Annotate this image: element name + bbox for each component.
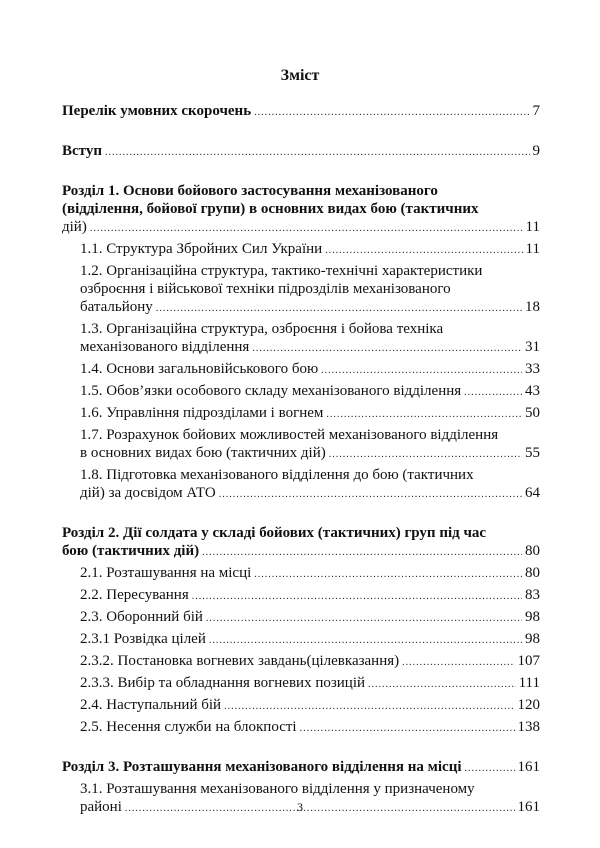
toc-entry-text: 1.7. Розрахунок бойових можливостей механізованого відділення — [80, 427, 499, 443]
dot-leader — [402, 654, 514, 672]
toc-entry-s1-2[interactable] — [62, 262, 540, 318]
toc-entry-text: 2.1. Розташування на місці — [80, 565, 252, 581]
toc-entry-text: 2.4. Наступальний бій — [80, 697, 222, 713]
page-number: 3 — [297, 800, 303, 814]
toc-page-number: 83 — [525, 587, 540, 603]
toc-page-number: 43 — [525, 383, 540, 399]
toc-entry-text: Розділ 3. Розташування механізованого відділення на місці — [62, 759, 462, 775]
toc-page-number: 80 — [525, 543, 540, 559]
toc-entry-text: 1.3. Організаційна структура, озброєння і бойова техніка — [80, 321, 444, 337]
toc-entry-text: 1.2. Організаційна структура, тактико-технічні характеристики — [80, 263, 483, 279]
toc-entry-s2-2[interactable] — [62, 586, 540, 606]
toc-page-number: 161 — [517, 799, 540, 815]
section-gap — [62, 164, 540, 182]
dot-leader — [202, 544, 522, 562]
toc-entry-s1-8[interactable] — [62, 466, 540, 504]
toc-page-number: 161 — [517, 759, 540, 775]
toc-page-number: 120 — [517, 697, 540, 713]
toc-entry-s2[interactable] — [62, 524, 540, 562]
toc-entry-intro[interactable] — [62, 142, 540, 162]
toc-entry-text: бою (тактичних дій) — [62, 543, 200, 559]
toc-entry-text: 2.3.2. Постановка вогневих завдань(цілевказання) — [80, 653, 400, 669]
toc-entry-s1-4[interactable] — [62, 360, 540, 380]
toc-entry-text: (відділення, бойової групи) в основних видах бою (тактичних — [62, 201, 479, 217]
dot-leader — [326, 406, 522, 424]
toc-page-number: 7 — [532, 103, 540, 119]
toc-entry-text: 2.3.3. Вибір та обладнання вогневих позицій — [80, 675, 366, 691]
dot-leader — [252, 340, 522, 358]
toc-page-number: 11 — [525, 219, 540, 235]
toc-page-number: 107 — [517, 653, 540, 669]
toc-entry-text: механізованого відділення — [80, 339, 250, 355]
dot-leader — [300, 720, 515, 738]
toc-entry-text: Розділ 1. Основи бойового застосування механізованого — [62, 183, 438, 199]
toc-page-number: 138 — [517, 719, 540, 735]
toc-entry-s2-4[interactable] — [62, 696, 540, 716]
toc-entry-s2-3-3[interactable] — [62, 674, 540, 694]
toc-entry-text: 2.3.1 Розвідка цілей — [80, 631, 206, 647]
toc-entry-s1[interactable] — [62, 182, 540, 238]
toc-page-number: 9 — [532, 143, 540, 159]
toc-entry-s3[interactable] — [62, 758, 540, 778]
toc-page-number: 33 — [525, 361, 540, 377]
table-of-contents — [62, 102, 540, 820]
page-title: Зміст — [280, 67, 320, 84]
dot-leader — [219, 486, 522, 504]
toc-entry-text: 2.5. Несення служби на блокпості — [80, 719, 297, 735]
dot-leader — [224, 698, 514, 716]
toc-page-number: 50 — [525, 405, 540, 421]
dot-leader — [464, 384, 522, 402]
toc-entry-s2-3-1[interactable] — [62, 630, 540, 650]
toc-entry-text: 1.8. Підготовка механізованого відділення до бою (тактичних — [80, 467, 474, 483]
toc-page-number: 98 — [525, 609, 540, 625]
dot-leader — [329, 446, 522, 464]
dot-leader — [368, 676, 516, 694]
toc-entry-s1-1[interactable] — [62, 240, 540, 260]
toc-page-number: 55 — [525, 445, 540, 461]
toc-page-number: 18 — [525, 299, 540, 315]
toc-entry-s1-3[interactable] — [62, 320, 540, 358]
toc-entry-text: Розділ 2. Дії солдата у складі бойових (тактичних) груп під час — [62, 525, 487, 541]
toc-entry-text: Перелік умовних скорочень — [62, 103, 252, 119]
toc-entry-text: 2.2. Пересування — [80, 587, 189, 603]
toc-entry-text: батальйону — [80, 299, 153, 315]
toc-entry-text: 2.3. Оборонний бій — [80, 609, 203, 625]
toc-page-number: 64 — [525, 485, 540, 501]
toc-entry-s1-6[interactable] — [62, 404, 540, 424]
toc-entry-text: 1.5. Обов’язки особового складу механізованого відділення — [80, 383, 462, 399]
toc-page-number: 111 — [518, 675, 540, 691]
toc-entry-text: Вступ — [62, 143, 102, 159]
toc-entry-abbr[interactable] — [62, 102, 540, 122]
toc-page-number: 11 — [525, 241, 540, 257]
section-gap — [62, 740, 540, 758]
toc-page-number: 80 — [525, 565, 540, 581]
toc-entry-s2-3-2[interactable] — [62, 652, 540, 672]
dot-leader — [90, 220, 523, 238]
toc-entry-text: дій) за досвідом АТО — [80, 485, 216, 501]
dot-leader — [192, 588, 522, 606]
toc-entry-text: 3.1. Розташування механізованого відділення у призначеному — [80, 781, 475, 797]
toc-entry-text: в основних видах бою (тактичних дій) — [80, 445, 326, 461]
dot-leader — [254, 104, 529, 122]
section-gap — [62, 124, 540, 142]
dot-leader — [321, 362, 522, 380]
toc-page-number: 98 — [525, 631, 540, 647]
dot-leader — [209, 632, 522, 650]
toc-entry-text: 1.1. Структура Збройних Сил України — [80, 241, 323, 257]
toc-entry-s2-1[interactable] — [62, 564, 540, 584]
dot-leader — [105, 144, 530, 162]
toc-page-number: 31 — [525, 339, 540, 355]
toc-entry-text: 1.4. Основи загальновійськового бою — [80, 361, 319, 377]
dot-leader — [465, 760, 515, 778]
section-gap — [62, 506, 540, 524]
toc-entry-s2-5[interactable] — [62, 718, 540, 738]
toc-entry-text: 1.6. Управління підрозділами і вогнем — [80, 405, 324, 421]
dot-leader — [254, 566, 522, 584]
dot-leader — [156, 300, 522, 318]
toc-entry-text: дій) — [62, 219, 87, 235]
dot-leader — [206, 610, 522, 628]
toc-entry-text: озброєння і військової техніки підрозділів механізованого — [80, 281, 451, 297]
dot-leader — [325, 242, 522, 260]
toc-entry-s1-7[interactable] — [62, 426, 540, 464]
toc-entry-text: районі — [80, 799, 122, 815]
toc-entry-s1-5[interactable] — [62, 382, 540, 402]
toc-entry-s2-3[interactable] — [62, 608, 540, 628]
